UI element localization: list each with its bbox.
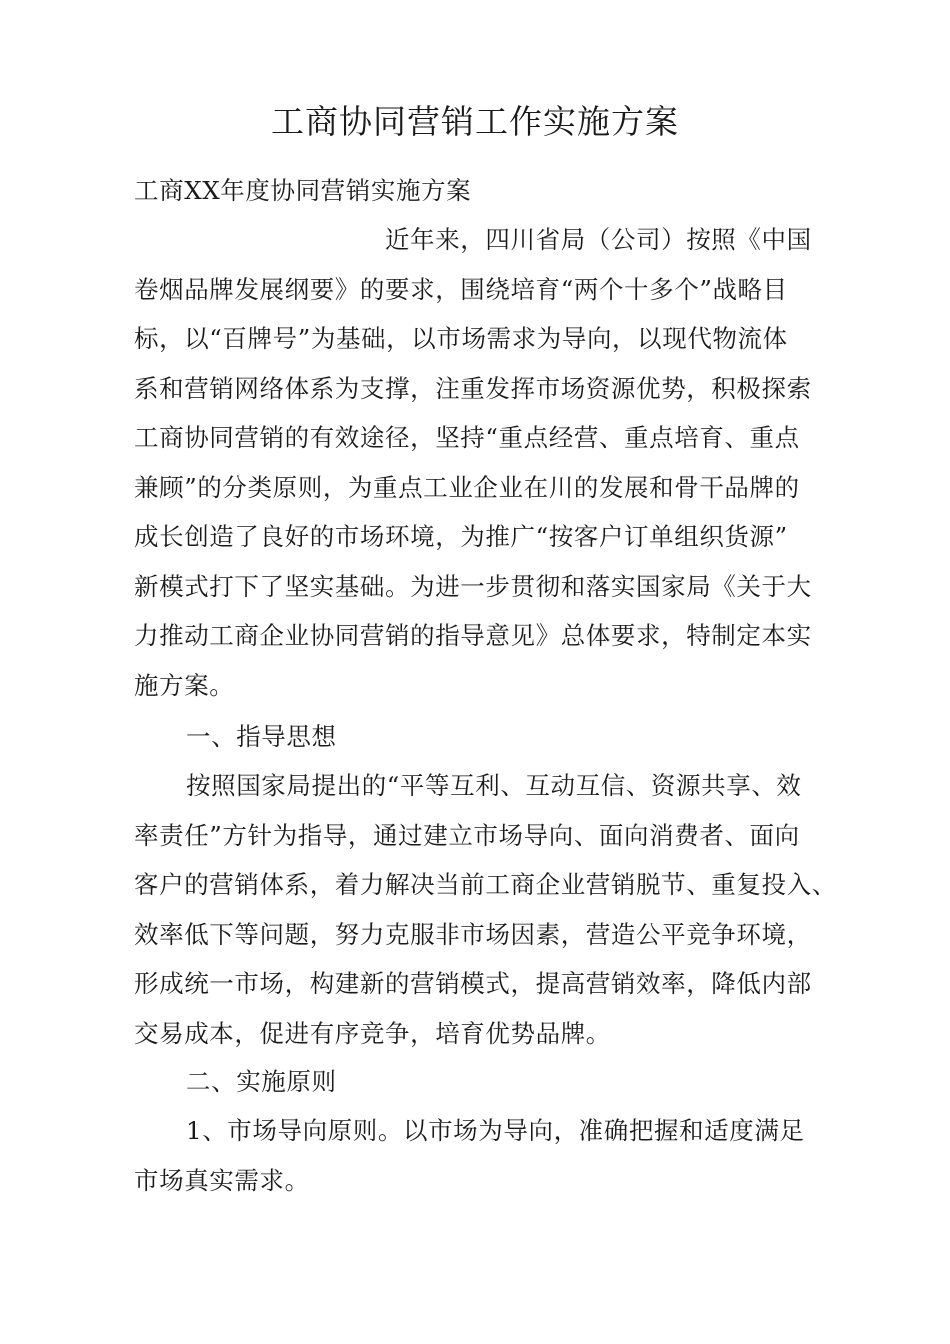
paragraph-line: 力推动工商企业协同营销的指导意见》总体要求，特制定本实 (134, 621, 812, 650)
paragraph-line: 工商协同营销的有效途径，坚持“重点经营、重点培育、重点 (134, 423, 800, 452)
paragraph-line: 施方案。 (134, 670, 235, 700)
intro-paragraph (134, 215, 834, 710)
paragraph-line: 新模式打下了坚实基础。为进一步贯彻和落实国家局《关于大 (134, 571, 812, 601)
section-heading-guiding-thought (134, 712, 834, 762)
paragraph-line: 率责任”方针为指导，通过建立市场导向、面向消费者、面向 (134, 820, 800, 850)
section-heading: 一、指导思想 (186, 722, 337, 751)
paragraph-line: 成长创造了良好的市场环境，为推广“按客户订单组织货源” (134, 522, 788, 551)
paragraph-line: 1、市场导向原则。以市场为导向，准确把握和适度满足 (186, 1116, 805, 1145)
paragraph-line: 系和营销网络体系为支撑，注重发挥市场资源优势，积极探索 (134, 373, 812, 403)
paragraph-line: 标，以“百牌号”为基础，以市场需求为导向，以现代物流体 (134, 324, 788, 353)
paragraph-line: 按照国家局提出的“平等互利、互动互信、资源共享、效 (186, 771, 802, 800)
guiding-thought-paragraph (134, 761, 837, 1058)
section-heading-principles (134, 1057, 834, 1107)
paragraph-line: 近年来，四川省局（公司）按照《中国 (385, 225, 812, 254)
paragraph-line: 卷烟品牌发展纲要》的要求，围绕培育“两个十多个”战略目 (134, 274, 788, 304)
paragraph-line: 效率低下等问题，努力克服非市场因素，营造公平竞争环境， (134, 919, 812, 949)
paragraph-line: 兼顾”的分类原则，为重点工业企业在川的发展和骨干品牌的 (134, 472, 800, 502)
principles-paragraph (134, 1106, 834, 1205)
paragraph-line: 客户的营销体系，着力解决当前工商企业营销脱节、重复投入、 (134, 870, 837, 899)
paragraph-line: 形成统一市场，构建新的营销模式，提高营销效率，降低内部 (134, 969, 812, 998)
subtitle-line: 工商XX年度协同营销实施方案 (134, 176, 472, 205)
section-heading: 二、实施原则 (186, 1067, 337, 1096)
paragraph-line: 市场真实需求。 (134, 1165, 310, 1195)
paragraph-line: 交易成本，促进有序竞争，培育优势品牌。 (134, 1018, 611, 1048)
document-subtitle (134, 166, 834, 216)
document-title: 工商协同营销工作实施方案 (271, 102, 679, 141)
